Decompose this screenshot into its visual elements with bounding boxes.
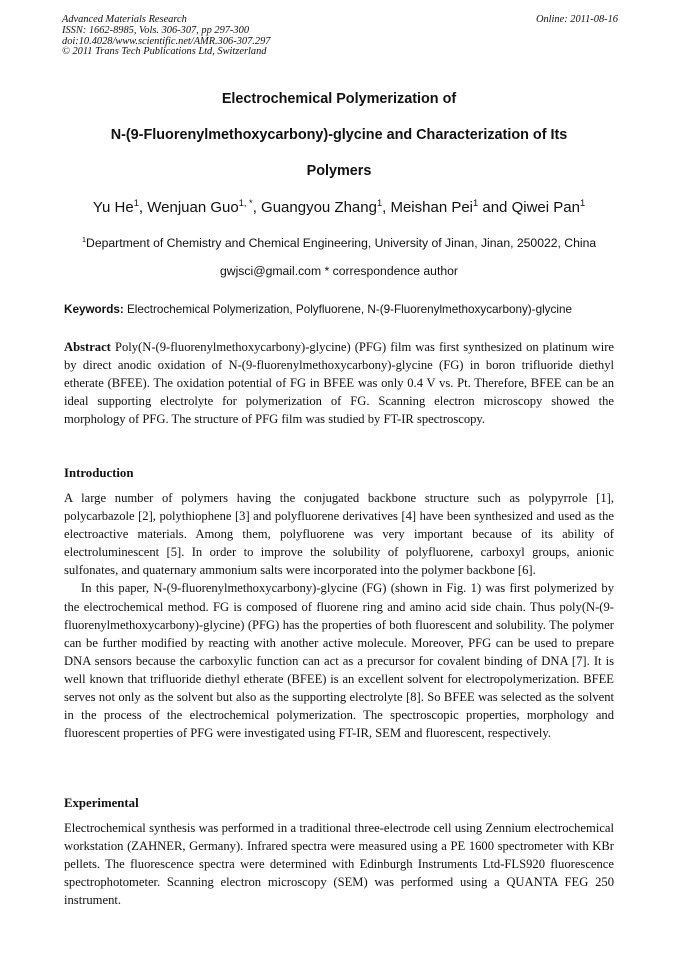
paragraph: Electrochemical synthesis was performed in a traditional three-electrode cell using Zennium electrochemical workstation (ZAHNER, Germany). Infrared spectra were measured using a PE 1600 spectrometer with KBr pellets. The fluorescence spectra were determined with Edinburgh Instruments Ltd-FLS920 fluorescence spectrophotometer. Scanning electron microscopy (SEM) was performed using a QUANTA FEG 250 instrument. xyxy=(64,821,614,908)
correspondence-email: gwjsci@gmail.com * correspondence author xyxy=(220,264,458,278)
journal-copyright: © 2011 Trans Tech Publications Ltd, Switzerland xyxy=(62,46,267,58)
section-heading-experimental: Experimental xyxy=(64,796,139,810)
author-name: Meishan Pei xyxy=(390,199,474,216)
paper-title-line-1: Electrochemical Polymerization of xyxy=(221,91,457,107)
author-name: Yu He xyxy=(92,199,134,216)
journal-header xyxy=(62,15,618,58)
author-separator: , xyxy=(252,199,262,216)
author-separator: , xyxy=(382,199,391,216)
author-name: Qiwei Pan xyxy=(511,199,580,216)
experimental-body xyxy=(64,819,614,909)
paragraph: A large number of polymers having the conjugated backbone structure such as polypyrrole [1], polycarbazole [2], polythiophene [3] and polyfluorene derivatives [4] have been synthesized and used as the electroactive materials. Among them, polyfluorene was very important because of its ability of electroluminescent [5]. In order to improve the solubility of polyfluorene, carboxyl groups, anionic sulfonates, and quaternary ammonium salts were incorporated into the polymer backbone [6]. xyxy=(64,491,614,578)
journal-issn: ISSN: 1662-8985, Vols. 306-307, pp 297-300 xyxy=(62,24,250,36)
journal-name: Advanced Materials Research xyxy=(62,14,187,25)
author-separator: , xyxy=(138,199,148,216)
introduction-body xyxy=(64,489,614,742)
affiliation xyxy=(20,236,658,250)
author-affiliation-mark: 1 xyxy=(133,198,139,208)
keywords xyxy=(64,303,624,316)
abstract-label: Abstract xyxy=(64,340,111,354)
journal-doi: doi:10.4028/www.scientific.net/AMR.306-307.297 xyxy=(62,35,271,47)
author-separator: and xyxy=(478,199,512,216)
author-affiliation-mark: 1, * xyxy=(238,198,253,208)
affiliation-mark: 1 xyxy=(81,234,87,244)
online-date: Online: 2011-08-16 xyxy=(535,14,618,25)
abstract-text: Poly(N-(9-fluorenylmethoxycarbony)-glycine) (PFG) film was first synthesized on platinum wire by direct anodic oxidation of N-(9-fluorenylmethoxycarbony)-glycine (FG) in boron trifluoride diethyl etherate (BFEE). The oxidation potential of FG in BFEE was only 0.4 V vs. Pt. Therefore, BFEE can be an ideal supporting electrolyte for polymerization of FG. Scanning electron microscopy showed the morphology of PFG. The structure of PFG film was studied by FT-IR spectroscopy. xyxy=(64,340,614,427)
author-list xyxy=(20,199,658,216)
paper-title-line-3: Polymers xyxy=(306,163,372,179)
abstract xyxy=(64,338,614,428)
paragraph: In this paper, N-(9-fluorenylmethoxycarbony)-glycine (FG) (shown in Fig. 1) was first polymerized by the electrochemical method. FG is composed of fluorene ring and amino acid side chain. Thus poly(N-(9-fluorenylmethoxycarbony)-glycine) (PFG) has the properties of both fluorescent and solubility. The polymer can be further modified by reacting with another active molecule. Moreover, PFG can be used to prepare DNA sensors because the carboxylic function can act as a precursor for covalent binding of DNA [7]. It is well known that trifluoride diethyl etherate (BFEE) is an excellent solvent for electropolymerization. BFEE serves not only as the solvent but also as the supporting electrolyte [8]. So BFEE was selected as the solvent in the process of the electrochemical polymerization. The spectroscopic properties, morphology and fluorescent properties of PFG were investigated using FT-IR, SEM and fluorescent, respectively. xyxy=(64,581,614,741)
keywords-label: Keywords: xyxy=(64,303,124,316)
keywords-text: Electrochemical Polymerization, Polyfluorene, N-(9-Fluorenylmethoxycarbony)-glycine xyxy=(127,303,572,316)
author-affiliation-mark: 1 xyxy=(579,198,586,208)
author-name: Wenjuan Guo xyxy=(147,199,239,216)
section-heading-introduction: Introduction xyxy=(64,466,134,480)
author-name: Guangyou Zhang xyxy=(261,199,377,216)
affiliation-text: Department of Chemistry and Chemical Engineering, University of Jinan, Jinan, 250022, China xyxy=(86,236,597,250)
paper-title-line-2: N-(9-Fluorenylmethoxycarbony)-glycine and Characterization of Its xyxy=(110,127,568,143)
author-affiliation-mark: 1 xyxy=(473,198,479,208)
author-affiliation-mark: 1 xyxy=(376,198,383,208)
